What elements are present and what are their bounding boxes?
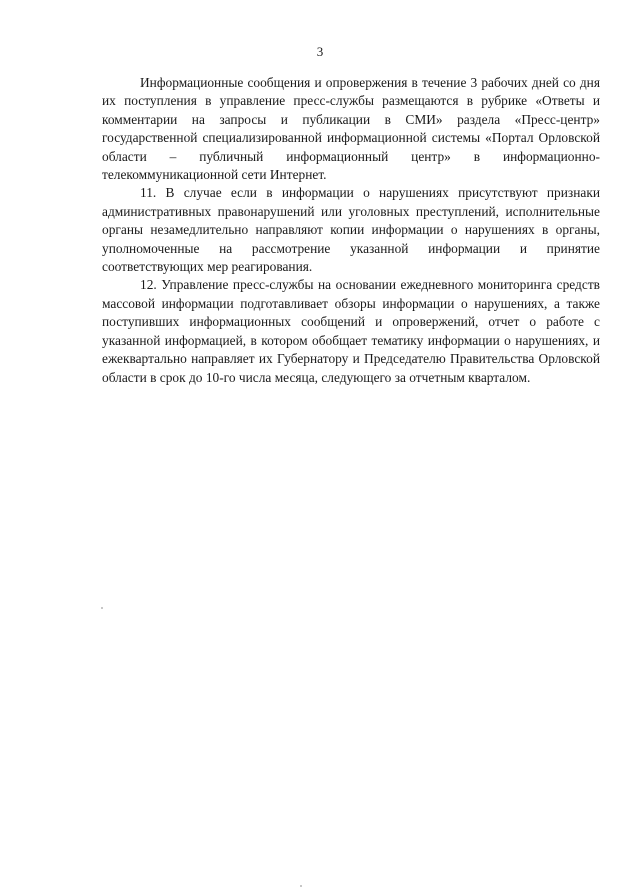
page-number: 3 xyxy=(316,44,324,59)
scan-speck xyxy=(101,607,103,609)
paragraph-11: 11. В случае если в информации о нарушениях присутствуют признаки административных правонарушений или уголовных преступлений, исполнительные органы незамедлительно направляют копии информации о нарушениях в органы, уполномоченные на рассмотрение указанной информации и принятие соответствующих мер реагирования. xyxy=(102,185,600,275)
document-body xyxy=(102,74,600,387)
paragraph-publication: Информационные сообщения и опровержения в течение 3 рабочих дней со дня их поступления в управление пресс-службы размещаются в рубрике «Ответы и комментарии на запросы и публикации в СМИ» раздела «Пресс-центр» государственной специализированной информационной системы «Портал Орловской области – публичный информационный центр» в информационно-телекоммуникационной сети Интернет. xyxy=(102,75,600,183)
paragraph-12: 12. Управление пресс-службы на основании ежедневного мониторинга средств массовой информации подготавливает обзоры информации о нарушениях, а также поступивших информационных сообщений и опровержений, отчет о работе с указанной информацией, в котором обобщает тематику информации о нарушениях, и ежеквартально направляет их Губернатору и Председателю Правительства Орловской области в срок до 10-го числа месяца, следующего за отчетным кварталом. xyxy=(102,277,600,385)
scan-speck xyxy=(300,885,302,887)
